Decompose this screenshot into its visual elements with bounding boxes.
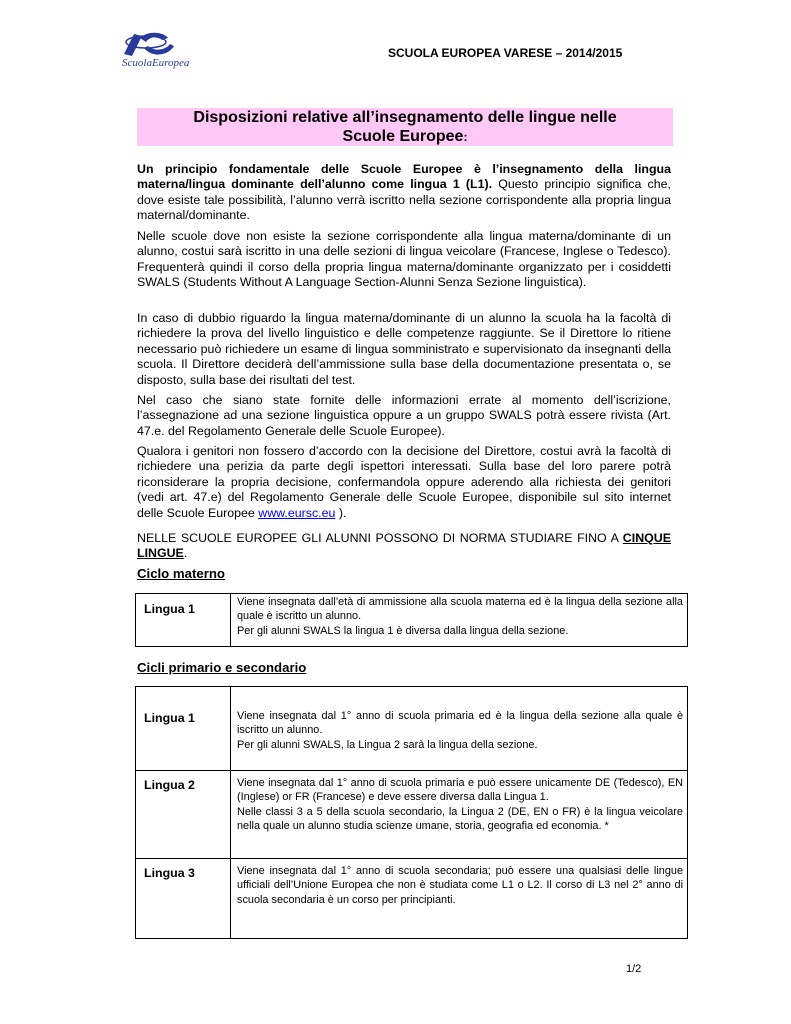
description-line: Viene insegnata dal 1° anno di scuola secondaria; può essere una qualsiasi delle lingue ufficiali dell’Unione Europea che non è studiata come L1 o L2. Il corso di L3 nel 2° anno di scuola secondaria è un corso per principianti. [237,865,683,906]
description-line: Viene insegnata dall’età di ammissione alla scuola materna ed è la lingua della sezione alla quale è iscritto un alunno. [237,596,683,623]
page-title [137,108,673,146]
paragraph-five-languages: NELLE SCUOLE EUROPEE GLI ALUNNI POSSONO DI NORMA STUDIARE FINO A CINQUE LINGUE. [137,531,671,561]
language-label: Lingua 1 [136,594,231,647]
heading-ciclo-materno: Ciclo materno [137,566,225,581]
table-row [136,771,688,859]
description-line: Viene insegnata dal 1° anno di scuola primaria ed è la lingua della sezione alla quale è iscritto un alunno. [237,710,683,737]
paragraph-principle [137,162,671,224]
language-description [231,594,688,647]
five-languages-emphasis: CINQUE LINGUE [137,531,671,561]
language-label: Lingua 3 [136,859,231,939]
description-line: Per gli alunni SWALS, la Lingua 2 sarà la lingua della sezione. [237,738,538,751]
description-line: Nelle classi 3 a 5 della scuola secondario, la Lingua 2 (DE, EN o FR) è la lingua veicolare nella quale un alunno studia scienze umane, storia, geografia ed economia. * [237,805,683,833]
heading-cicli-primario-secondario: Cicli primario e secondario [137,660,307,675]
school-year-header: SCUOLA EUROPEA VARESE – 2014/2015 [388,46,623,60]
paragraph-errors: Nel caso che siano state fornite delle informazioni errate al momento dell’iscrizione, l’assegnazione ad una sezione linguistica oppure a un gruppo SWALS potrà essere rivista (Art. 47.e. del Regolamento Generale delle Scuole Europee). [137,393,671,438]
table-row [136,594,688,647]
title-line-2: Scuole Europee: [342,128,468,145]
scuola-europea-logo-icon [118,28,230,70]
logo-text: ScuolaEuropea [122,57,190,69]
principle-bold-text: Un principio fondamentale delle Scuole Europee è l’insegnamento della lingua materna/lingua dominante dell’alunno come lingua 1 (L1). [137,162,671,192]
description-line: Per gli alunni SWALS la lingua 1 è diversa dalla lingua della sezione. [237,624,569,637]
language-label: Lingua 1 [136,687,231,771]
paragraph-doubt: In caso di dubbio riguardo la lingua materna/dominante di un alunno la scuola ha la facoltà di richiedere la prova del livello linguistico e delle competenze raggiunte. Se il Direttore lo ritiene necessario può richiedere un esame di lingua somministrato e supervisionato da insegnanti della scuola. Il Direttore deciderà dell’ammissione sulla base della documentazione presentata o, se disposto, sulla base dei risultati del test. [137,311,671,387]
description-line: Viene insegnata dal 1° anno di scuola primaria e può essere unicamente DE (Tedesco), EN (Inglese) or FR (Francese) e deve essere diversa dalla Lingua 1. [237,777,683,804]
eursc-link[interactable]: www.eursc.eu [258,505,336,520]
table-ciclo-materno [135,593,688,647]
principle-text: Questo principio significa che, dove esiste tale possibilità, l’alunno verrà iscritto nella sezione corrispondente alla propria lingua maternal/dominante. [137,177,671,223]
table-cicli-primario-secondario [135,686,688,939]
table-row [136,859,688,939]
language-description [231,771,688,859]
language-description [231,687,688,771]
paragraph-no-section: Nelle scuole dove non esiste la sezione corrispondente alla lingua materna/dominante di un alunno, costui sarà iscritto in una delle sezioni di lingua veicolare (Francese, Inglese o Tedesco). Frequenterà quindi il corso della propria lingua materna/dominante organizzato per i cosiddetti SWALS (Students Without A Language Section-Alunni Senza Sezione linguistica). [137,229,671,290]
school-logo [118,28,230,70]
title-line-1: Disposizioni relative all’insegnamento delle lingue nelle [193,109,617,126]
table-row [136,687,688,771]
page-number: 1/2 [626,963,642,975]
language-description [231,859,688,939]
language-label: Lingua 2 [136,771,231,859]
paragraph-parents: Qualora i genitori non fossero d’accordo con la decisione del Direttore, costui avrà la facoltà di richiedere una perizia da parte degli ispettori interessati. Sulla base del loro parere potrà riconsiderare la propria decisione, confermandola oppure aderendo alla richiesta dei genitori (vedi art. 47.e) del Regolamento Generale delle Scuole Europee, disponibile sul sito internet delle Scuole Europee www.eursc.eu ). [137,444,671,520]
